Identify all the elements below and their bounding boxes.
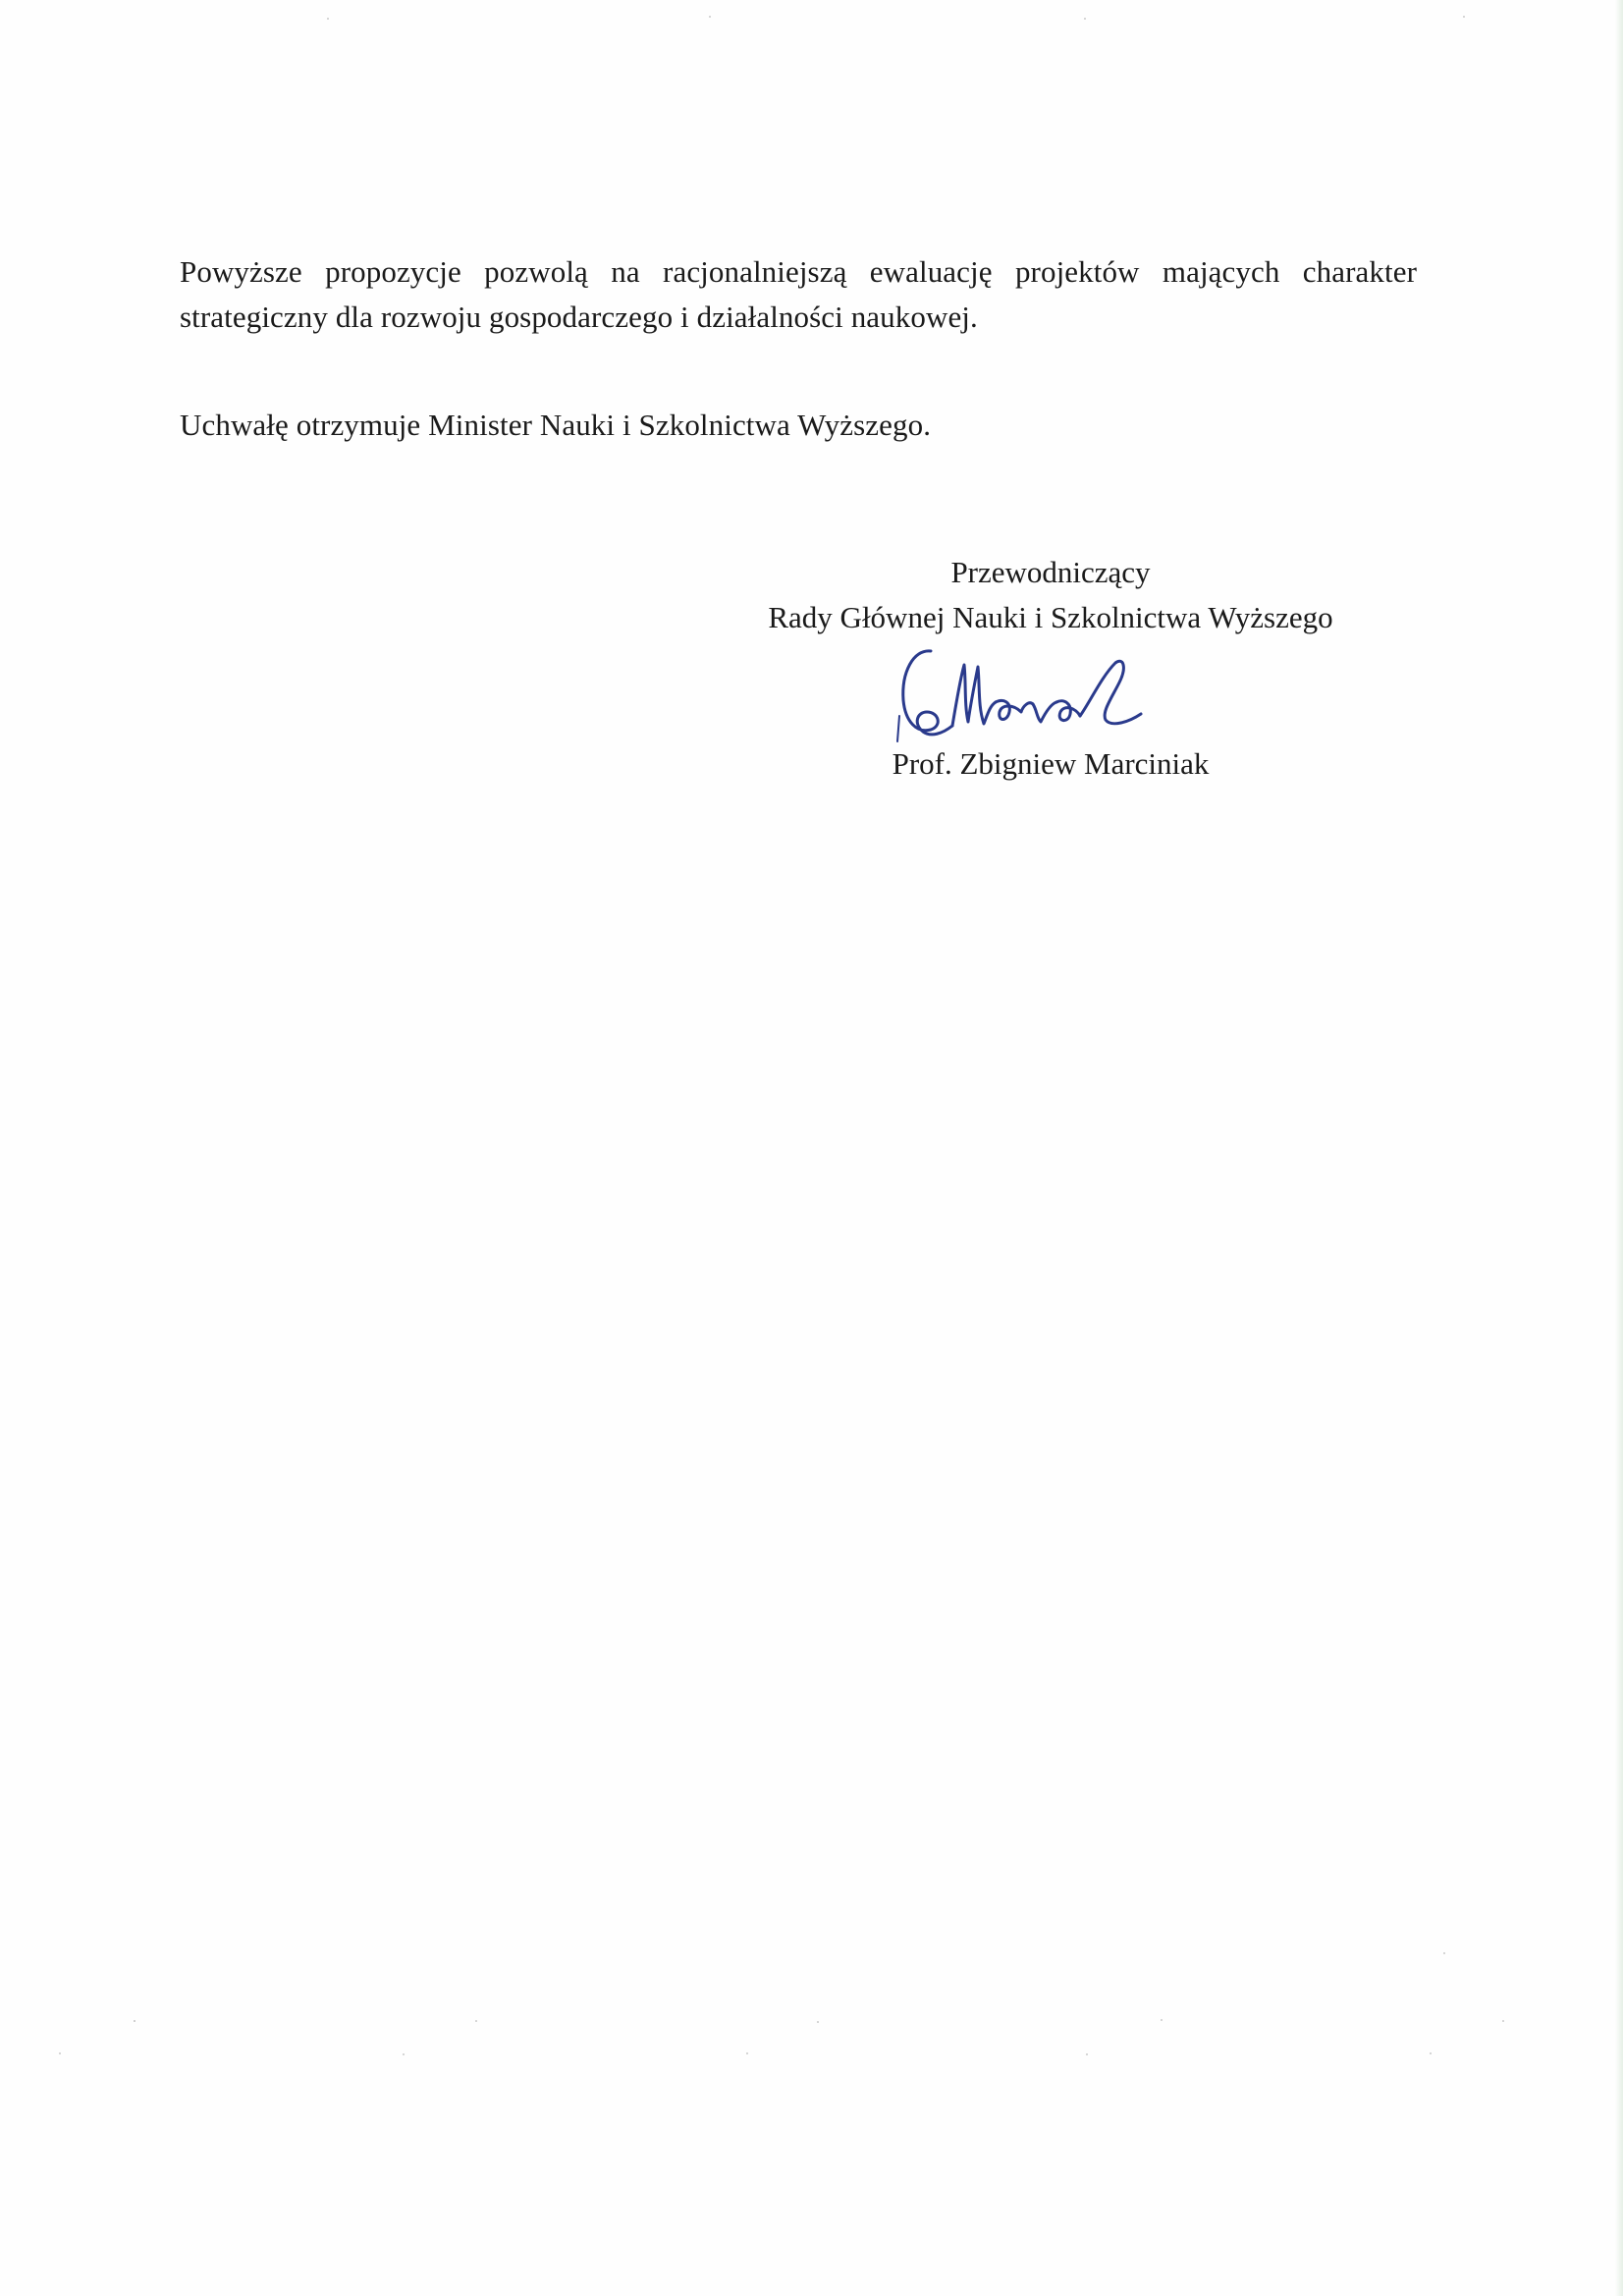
signature-title-line-2: Rady Głównej Nauki i Szkolnictwa Wyższego <box>768 600 1333 634</box>
scan-edge-shading <box>1615 0 1623 2296</box>
scan-speck <box>1430 2052 1432 2054</box>
scan-speck <box>1443 1952 1445 1954</box>
paragraph-proposals-line-2: strategiczny dla rozwoju gospodarczego i działalności naukowej. <box>180 300 978 334</box>
scan-speck <box>709 16 711 18</box>
paragraph-proposals <box>180 249 1417 340</box>
signature-title-line-1: Przewodniczący <box>950 555 1151 589</box>
scan-speck <box>1502 2020 1504 2022</box>
scan-speck <box>1161 2019 1163 2021</box>
scan-speck <box>1084 18 1086 20</box>
scan-speck <box>134 2020 135 2022</box>
signer-name: Prof. Zbigniew Marciniak <box>892 746 1210 781</box>
scan-speck <box>817 2021 819 2023</box>
paragraph-proposals-line-1: Powyższe propozycje pozwolą na racjonalniejszą ewaluację projektów mających charakter <box>180 254 1417 289</box>
paragraph-recipient: Uchwałę otrzymuje Minister Nauki i Szkolnictwa Wyższego. <box>180 408 932 442</box>
scan-speck <box>1086 2053 1088 2055</box>
scan-speck <box>475 2020 477 2022</box>
scan-speck <box>327 18 329 20</box>
scan-speck <box>1463 16 1465 18</box>
signature-title-block <box>727 550 1375 640</box>
scan-speck <box>59 2052 61 2054</box>
scan-speck <box>746 2052 748 2054</box>
handwritten-signature <box>884 643 1168 746</box>
scan-speck <box>403 2053 405 2055</box>
signature-strokes <box>897 651 1141 741</box>
